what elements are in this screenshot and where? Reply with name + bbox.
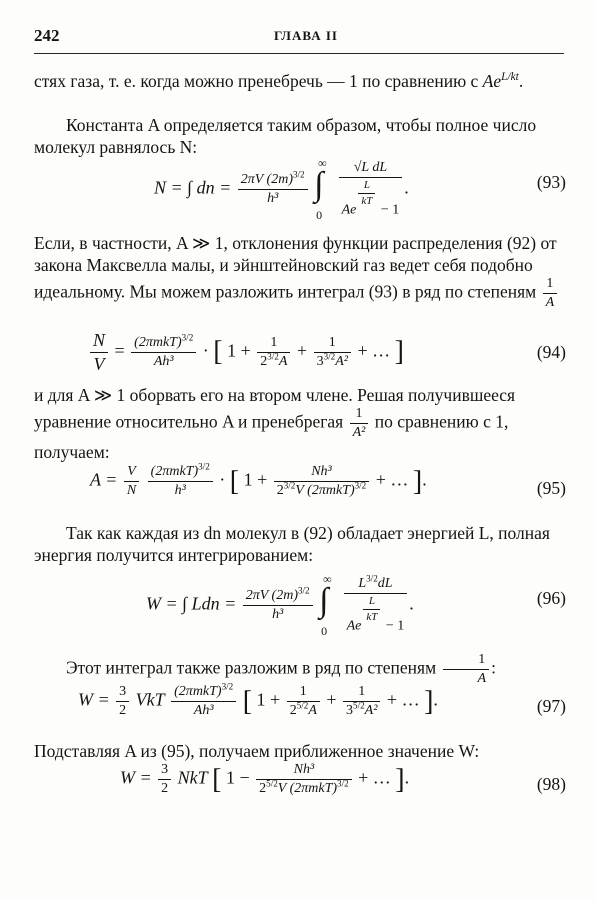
eq94-number: (94) — [536, 342, 566, 362]
page-header — [34, 26, 564, 56]
running-title: ГЛАВА II — [274, 28, 338, 43]
paragraph-7: Подставляя A из (95), получаем приближенное значение W: — [34, 741, 480, 761]
equation-95: A = $\frac{V}{N}$ $(2\pi mkT)^{3/2}$ h³ · [ 1 + Nh³ $2^{3/2}V$ $(2\pi mkT)^{3/2}$ + … ]. (95) — [90, 461, 566, 499]
eq98-number: (98) — [536, 774, 566, 794]
eq96-number: (96) — [536, 588, 566, 608]
eq93-integrand: √L dL Ae $^{\frac{L}{kT}}$ − 1 — [339, 160, 403, 218]
eq97-vkt: VkT — [135, 689, 165, 710]
eq96-prefactor: $\frac{2\pi V (2m)^{3/2}}{\text{h³}}$ — [243, 588, 313, 623]
eq93-lhs: N = ∫ dn = — [154, 177, 232, 198]
eq94-one: 1 — [227, 340, 237, 361]
eq97-term2: $\frac{1}{3^{5/2}A^2}$ — [343, 684, 380, 719]
eq95-term: Nh³ $2^{3/2}V$ $(2\pi mkT)^{3/2}$ — [274, 464, 370, 499]
equation-96: W = ∫ Ldn = $\frac{2\pi V (2m)^{3/2}}{\text{h³}}$ ∫ ∞ 0 $L^{3/2}dL$ Ae $^{\frac{L}{kT}}$ − 1 . (96) — [146, 572, 566, 639]
eq97-lhs: W = — [78, 689, 110, 710]
eq95-lhs: A = — [90, 469, 118, 490]
eq98-lhs: W = — [120, 767, 152, 788]
paragraph-2: Константа A определяется таким образом, чтобы полное число молекул равнялось N: — [34, 115, 537, 157]
header-rule — [34, 53, 564, 54]
eq98-term: Nh³ $2^{5/2}V$ $(2\pi mkT)^{3/2}$ — [256, 762, 352, 797]
eq97-term1: $\frac{1}{2^{5/2}A}$ — [287, 684, 320, 719]
eq98-nkt: NkT — [177, 767, 208, 788]
eq98-three-halves: $\frac{3}{2}$ — [158, 762, 171, 797]
paragraph-1-text: стях газа, т. е. когда можно пренебречь — 1 по сравнению с — [34, 71, 479, 91]
paragraph-6: Этот интеграл также разложим в ряд по степеням $\frac{1}{A}$ : — [66, 652, 496, 687]
eq97-three-halves: $\frac{3}{2}$ — [116, 684, 129, 719]
paragraph-5: Так как каждая из dn молекул в (92) обладает энергией L, полная энергия получится интегрированием: — [34, 523, 550, 565]
paragraph-6-text: Этот интеграл также разложим в ряд по степеням — [66, 657, 437, 678]
eq94-prefactor: $(2\pi mkT)^{3/2}$ Ah³ — [131, 335, 196, 370]
paragraph-3 — [34, 232, 566, 311]
paragraph-4 — [34, 384, 566, 463]
inline-math-ae: $Ae^{L/kt}$ — [482, 71, 519, 91]
paragraph-3-text: Если, в частности, A ≫ 1, отклонения функции распределения (92) от закона Максвелла малы, и эйнштейновский газ ведет себя подобно идеальному. Мы можем разложить интеграл (93) в ряд по степеням — [34, 233, 557, 302]
eq95-prefactor: $(2\pi mkT)^{3/2}$ h³ — [148, 464, 213, 499]
eq95-vn: $\frac{V}{N}$ — [124, 464, 139, 499]
eq93-number: (93) — [536, 172, 566, 192]
page-number: 242 — [34, 26, 60, 45]
eq95-number: (95) — [536, 478, 566, 498]
eq94-term2: $\frac{1}{3^{3/2}A^2}$ — [314, 335, 351, 370]
equation-97: W = $\frac{3}{2}$ VkT $(2\pi mkT)^{3/2}$ Ah³ [ 1 + $\frac{1}{2^{5/2}A}$ + $\frac{1}{3^{5/2}A^2}$ + … ]. (97) — [78, 681, 566, 719]
eq97-number: (97) — [536, 696, 566, 716]
eq96-lhs: W = ∫ Ldn = — [146, 593, 237, 614]
equation-93: N = ∫ dn = $\frac{2\pi V (2m)^{3/2}}{\text{h³}}$ ∫ ∞ 0 √L dL Ae $^{\frac{L}{kT}}$ − 1 . (93) — [154, 156, 566, 223]
inline-fraction-1-over-a-2: $\frac{1}{A}$ — [443, 652, 490, 687]
paragraph-4-tail: по сравнению с 1, получаем: — [34, 411, 509, 463]
inline-fraction-1-over-a: $\frac{1}{A}$ — [543, 276, 558, 311]
paragraph-4-text: и для A ≫ 1 оборвать его на втором члене. Решая получившееся уравнение относительно A и пренебрегая — [34, 385, 516, 432]
inline-fraction-1-over-a2: $\frac{1}{\text{A²}}$ — [350, 406, 369, 441]
equation-98: W = $\frac{3}{2}$ NkT [ 1 − Nh³ $2^{5/2}V$ $(2\pi mkT)^{3/2}$ + … ]. (98) — [120, 762, 566, 797]
eq94-term1: $\frac{1}{2^{3/2}A}$ — [257, 335, 290, 370]
paragraph-1: стях газа, т. е. когда можно пренебречь — 1 по сравнению с $Ae^{L/kt}$. — [34, 71, 524, 91]
eq93-prefactor: $\frac{2\pi V (2m)^{3/2}}{\text{h³}}$ — [238, 172, 308, 207]
eq94-lhs: $\frac{N}{V}$ — [90, 330, 108, 374]
eq96-integral: ∫ ∞ 0 — [319, 572, 332, 639]
eq97-prefactor: $(2\pi mkT)^{3/2}$ Ah³ — [171, 684, 236, 719]
eq93-integral: ∫ ∞ 0 — [314, 156, 327, 223]
equation-94: $\frac{N}{V}$ = $(2\pi mkT)^{3/2}$ Ah³ · [ 1 + $\frac{1}{2^{3/2}A}$ + $\frac{1}{3^{3/2}A^2}$ + … ] (94) — [34, 330, 566, 380]
eq96-integrand: $L^{3/2}dL$ Ae $^{\frac{L}{kT}}$ − 1 — [344, 576, 408, 634]
